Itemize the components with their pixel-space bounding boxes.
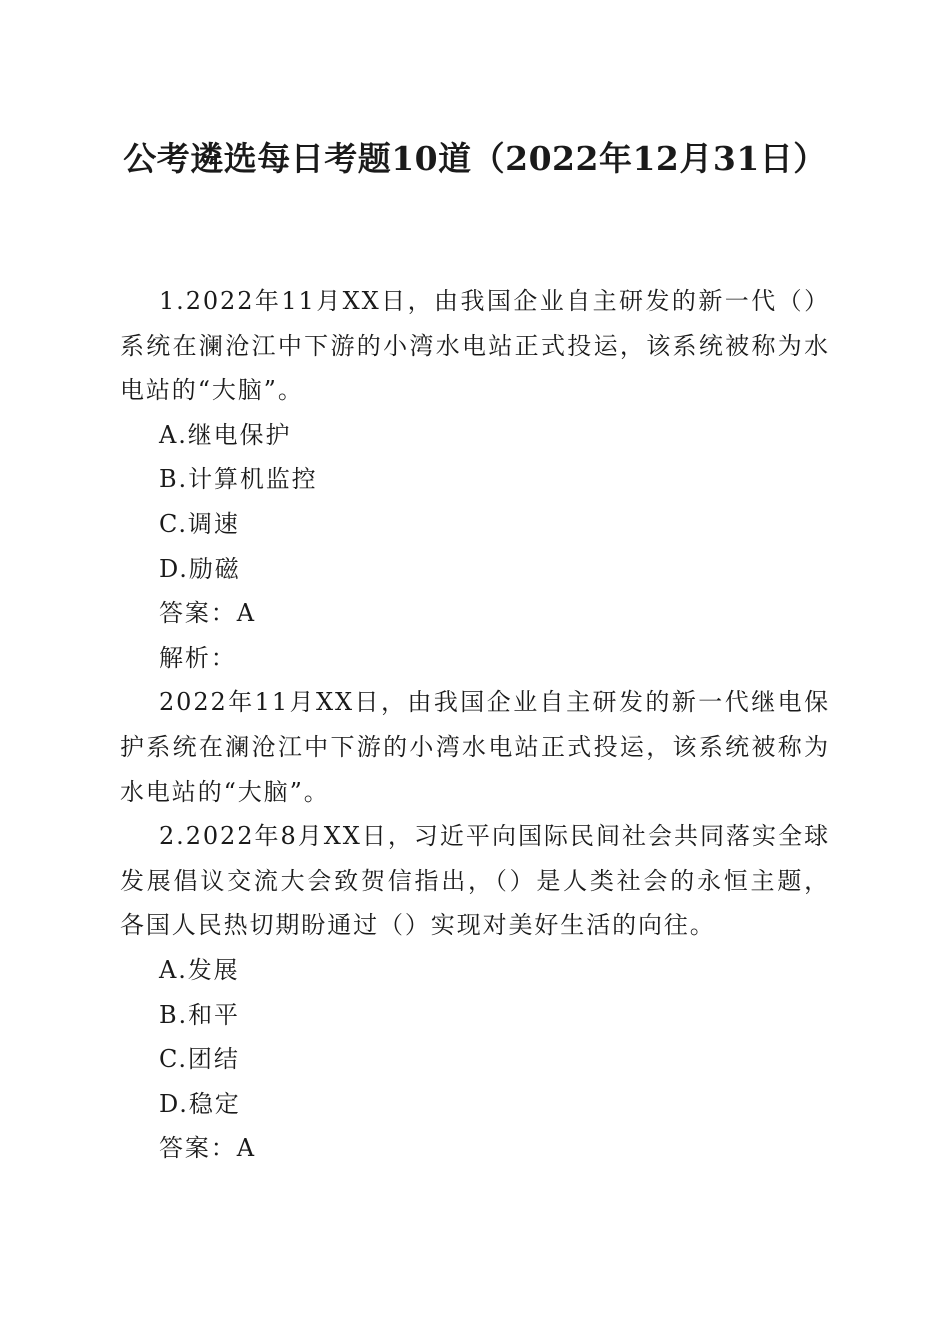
question-1 [120,279,830,814]
answer: 答案：A [159,599,256,628]
analysis-text: 2022年11月XX日，由我国企业自主研发的新一代继电保护系统在澜沧江中下游的小湾水电站正式投运，该系统被称为水电站的“大脑”。 [120,688,830,806]
question-stem: 2.2022年8月XX日，习近平向国际民间社会共同落实全球发展倡议交流大会致贺信指出，（）是人类社会的永恒主题，各国人民热切期盼通过（）实现对美好生活的向往。 [120,822,830,940]
document-title: 公考遴选每日考题10道（2022年12月31日） [123,139,827,178]
analysis-label: 解析： [159,643,237,672]
option-a: A.发展 [159,955,240,984]
question-stem: 1.2022年11月XX日，由我国企业自主研发的新一代（）系统在澜沧江中下游的小湾水电站正式投运，该系统被称为水电站的“大脑”。 [120,287,830,405]
document-body [120,279,830,1171]
answer: 答案：A [159,1134,256,1163]
option-a: A.继电保护 [159,420,292,449]
option-d: D.励磁 [159,554,241,583]
option-c: C.团结 [159,1045,240,1074]
option-b: B.和平 [159,1000,240,1029]
option-c: C.调速 [159,509,240,538]
question-2 [120,814,830,1171]
option-d: D.稳定 [159,1089,241,1118]
option-b: B.计算机监控 [159,465,318,494]
